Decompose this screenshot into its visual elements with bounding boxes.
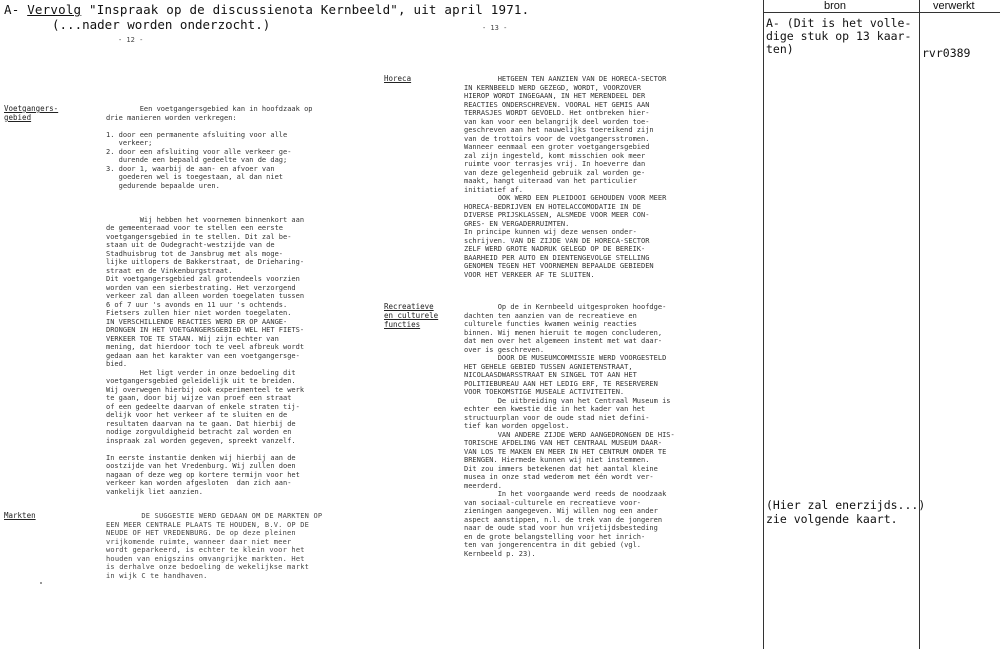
text-line: VOOR TOEKOMSTIGE MUSEALE ACTIVITEITEN. [464, 388, 625, 396]
text-line: 2. door een afsluiting voor alle verkeer ge- [106, 147, 292, 156]
text-line: structuurplan voor de oude stad niet defini- [464, 413, 650, 422]
text-line [106, 190, 313, 199]
text-line: VAN ANDERE ZIJDE WERD AANGEDRONGEN DE HIS- [464, 430, 675, 439]
text-line: In eerste instantie denken wij hierbij aan de [106, 453, 296, 462]
text-line: 3. door 1, waarbij de aan- en afvoer van [106, 164, 275, 173]
text-line: 1. door een permanente afsluiting voor alle [106, 130, 288, 139]
text-line: In principe kunnen wij deze wensen onder- [464, 228, 637, 236]
text-line: HETGEEN TEN AANZIEN VAN DE HORECA-SECTOR [464, 75, 667, 83]
text-line: delijk voor het verkeer af te sluiten en de [106, 411, 288, 419]
text-line: Fietsers zullen hier niet worden toegelaten. [106, 309, 292, 317]
text-line: bied. [106, 360, 128, 368]
text-line [106, 199, 313, 208]
text-line: dachten ten aanzien van de recreatieve en [464, 311, 637, 320]
heading-markten: Markten [4, 511, 36, 520]
text-line: gedaan aan het karakter van een voetgangersge- [106, 351, 300, 360]
bron-column [763, 0, 920, 649]
text-line: zal zijn ingesteld, komt misschien ook meer [464, 151, 646, 160]
text-line: In het voorgaande werd reeds de noodzaak [464, 490, 667, 498]
text-line: HORECA-BEDRIJVEN EN HOTELACCOMODATIE IN DE [464, 202, 642, 211]
text-line: initiatief af. [464, 185, 524, 194]
text-line: van kan voor een belangrijk deel worden toe- [464, 117, 650, 126]
text-line: voetgangersgebied geleidelijk uit te breiden. [106, 377, 296, 385]
title-vervolg: Vervolg [27, 2, 82, 17]
text-line: wordt geparkeerd, is echter te klein voor het [106, 546, 305, 554]
text-line: Dit voetgangersgebied zal grotendeels voorzien [106, 275, 300, 283]
text-line: drie manieren worden verkregen: [106, 113, 237, 122]
section-markten [106, 512, 322, 580]
text-line: echter een kwestie die in het kader van het [464, 405, 646, 413]
text-line: durende een bepaald gedeelte van de dag; [106, 156, 288, 164]
section-horeca [464, 75, 666, 279]
text-line: lijke uitlopers de Bakkerstraat, de Drieharing- [106, 258, 305, 266]
text-line: dat men over het algemeen instemt met wat daar- [464, 337, 663, 345]
section-voetgangersgebied [106, 105, 313, 496]
text-line: IN KERNBEELD WERD GEZEGD, WORDT, VOORZOVER [464, 83, 642, 92]
text-line: houden van enigszins omvangrijke markten. Het [106, 554, 305, 563]
text-line: nagaan of deze weg op kortere termijn voor het [106, 470, 300, 479]
text-line: vankelijk liet aanzien. [106, 487, 203, 496]
text-line: is derhalve onze bedoeling de wekelijkse markt [106, 563, 310, 571]
heading-voetgangersgebied: Voetgangers- gebied [4, 104, 59, 122]
text-line: verkeer zal dan alleen worden toegelaten tussen [106, 292, 305, 300]
text-line: BAARHEID PER AUTO EN DIENTENGEVOLGE STELLING [464, 253, 650, 262]
text-line: worden van een sierbestrating. Het verzorgend [106, 283, 296, 292]
text-line: IN VERSCHILLENDE REACTIES WERD ER OP AANGE- [106, 317, 288, 326]
text-line: in wijk C te handhaven. [106, 571, 208, 580]
text-line: VOOR HET VERKEER AF TE SLUITEN. [464, 270, 595, 279]
text-line: De uitbreiding van het Centraal Museum is [464, 396, 671, 405]
document-title: A- Vervolg "Inspraak op de discussienota Kernbeeld", uit april 1971. [4, 2, 530, 17]
header-divider [763, 12, 1000, 13]
text-line: Kernbeeld p. 23). [464, 549, 536, 558]
bron-text: A- (Dit is het volle- dige stuk op 13 kaar- ten) [766, 16, 912, 56]
text-line: DE SUGGESTIE WERD GEDAAN OM DE MARKTEN OP [106, 512, 323, 520]
text-line: schrijven. VAN DE ZIJDE VAN DE HORECA-SECTOR [464, 236, 650, 245]
text-line: te gaan, door bij wijze van proef een straat [106, 394, 292, 402]
bron-note: (Hier zal enerzijds...) zie volgende kaart. [766, 498, 926, 526]
text-line: en de grote belangstelling voor het inrich- [464, 532, 646, 541]
text-line: aspect aanstippen, n.l. de trek van de jongeren [464, 515, 663, 524]
text-line: inspraak zal worden gegeven, spreekt vanzelf. [106, 436, 296, 445]
text-line: Een voetgangersgebied kan in hoofdzaak op [106, 105, 313, 113]
text-line: Wij overwegen hierbij ook experimenteel te werk [106, 385, 305, 394]
text-line: REACTIES ONDERSCHREVEN. VOORAL HET GEMIS AAN [464, 100, 650, 109]
text-line: ZELF WERD GROTE NADRUK GELEGD OP DE BEREIK- [464, 245, 646, 253]
text-line: voetgangersgebied in te stellen. Dit zal be- [106, 232, 292, 241]
text-line: oostzijde van het Vredenburg. Wij zullen doen [106, 462, 296, 470]
text-line: gedurende bepaalde uren. [106, 181, 220, 190]
stray-mark [40, 582, 42, 584]
text-line: ten van jongerencentra in dit gebied (vgl. [464, 541, 642, 549]
text-line: maakt, hangt uiteraad van het particulier [464, 177, 637, 185]
text-line: OOK WERD EEN PLEIDOOI GEHOUDEN VOOR MEER [464, 194, 667, 202]
bron-header: bron [824, 0, 847, 12]
heading-recreatieve-functies: Recreatieve en culturele functies [384, 302, 439, 329]
page-number-left: - 12 - [118, 36, 144, 44]
text-line: Op de in Kernbeeld uitgesproken hoofdge- [464, 303, 667, 311]
text-line: straat en de Vinkenburgstraat. [106, 266, 233, 275]
text-line [106, 207, 313, 216]
text-line: Het ligt verder in onze bedoeling dit [106, 368, 296, 377]
text-line: meerderd. [464, 481, 502, 490]
text-line: mening, dat hierdoor toch te veel afbreuk wordt [106, 343, 305, 351]
text-line: of een gedeelte daarvan of enkele straten tij- [106, 402, 300, 411]
text-line: POLITIEBUREAU AAN HET LEDIG ERF, TE RESERVEREN [464, 379, 658, 388]
text-line: van deze gelegenheid gebruik zal worden ge- [464, 168, 646, 177]
text-line: verkeer; [106, 139, 153, 147]
text-line: HIEROP WORDT INGEGAAN, IN HET MERENDEEL DER [464, 92, 646, 100]
verwerkt-code: rvr0389 [922, 46, 971, 60]
text-line: NEUDE OF HET VREDENBURG. De op deze pleinen [106, 529, 296, 537]
verwerkt-header: verwerkt [933, 0, 975, 12]
text-line: TORISCHE AFDELING VAN HET CENTRAAL MUSEUM DAAR- [464, 439, 663, 447]
text-line: staan uit de Oudegracht-westzijde van de [106, 241, 275, 249]
text-line: VAN LOS TE MAKEN EN MEER IN HET CENTRUM ONDER TE [464, 447, 667, 456]
text-line: verkeer kan worden afgesloten dan zich aan- [106, 479, 292, 487]
document-subtitle: (...nader worden onderzocht.) [52, 17, 271, 32]
text-line: vrijkomende ruimte, wanneer daar niet meer [106, 537, 292, 546]
heading-horeca: Horeca [384, 74, 412, 83]
text-line: DIVERSE PRIJSKLASSEN, ALSMEDE VOOR MEER CON- [464, 211, 650, 219]
text-line: BRENGEN. Hiermede kunnen wij niet instemmen. [464, 456, 650, 464]
text-line: tief kan worden opgelost. [464, 422, 570, 430]
text-line: GRES- EN VERGADERRUIMTEN. [464, 219, 570, 228]
text-line: TERRASJES WORDT GEVOELD. Het ontbreken hier- [464, 109, 650, 117]
section-recreatieve-functies [464, 303, 675, 558]
text-line: nodige zorgvuldigheid betracht zal worden en [106, 428, 292, 436]
text-line: DOOR DE MUSEUMCOMMISSIE WERD VOORGESTELD [464, 354, 667, 362]
text-line: Wanneer eenmaal een groter voetgangersgebied [464, 143, 650, 151]
text-line: 6 of 7 uur 's avonds en 11 uur 's ochtends. [106, 300, 288, 309]
text-line: Stadhuisbrug tot de Jansbrug met als moge- [106, 249, 284, 258]
text-line: Dit zou immers betekenen dat het aantal kleine [464, 464, 658, 473]
text-line: NICOLAASDWARSSTRAAT EN SINGEL TOT AAN HET [464, 371, 637, 379]
text-line: van sociaal-culturele en recreatieve voor- [464, 498, 642, 507]
text-line: de gemeenteraad voor te stellen een eerste [106, 224, 284, 232]
text-line: geschreven aan het nauwelijks toereikend zijn [464, 126, 654, 134]
text-line [106, 445, 313, 454]
text-line: over is geschreven. [464, 345, 545, 354]
text-line: resultaten daarvan na te gaan. Dat hierbij de [106, 419, 296, 428]
text-line: DRONGEN IN HET VOETGANGERSGEBIED WEL HET FIETS- [106, 326, 305, 334]
text-line: EEN MEER CENTRALE PLAATS TE HOUDEN, B.V. OP DE [106, 520, 310, 529]
text-line: ruimte voor terrasjes vrij. In hoeverre dan [464, 160, 646, 168]
text-line: binnen. Wij menen hieruit te mogen concluderen, [464, 328, 663, 337]
text-line: zieningen aangegeven. Wij willen nog een ander [464, 507, 658, 515]
text-line [106, 122, 313, 131]
text-line: musea in onze stad wederom met één wordt ver- [464, 473, 654, 481]
text-line: van de trottoirs voor de voetgangersstromen. [464, 134, 650, 143]
text-line: naar de oude stad voor hun vrijetijdsbesteding [464, 524, 658, 532]
text-line: culturele functies kwamen weinig reacties [464, 320, 637, 328]
text-line: HET GEHELE GEBIED TUSSEN AGNIETENSTRAAT, [464, 362, 633, 371]
text-line: Wij hebben het voornemen binnenkort aan [106, 215, 305, 224]
text-line: goederen wel is toegestaan, al dan niet [106, 173, 284, 181]
verwerkt-column [919, 0, 1000, 649]
text-line: VERKEER TOE TE STAAN. Wij zijn echter van [106, 334, 279, 343]
page-number-right: - 13 - [482, 24, 508, 32]
text-line: GENOMEN TEGEN HET VOORNEMEN BEPAALDE GEBIEDEN [464, 262, 654, 270]
